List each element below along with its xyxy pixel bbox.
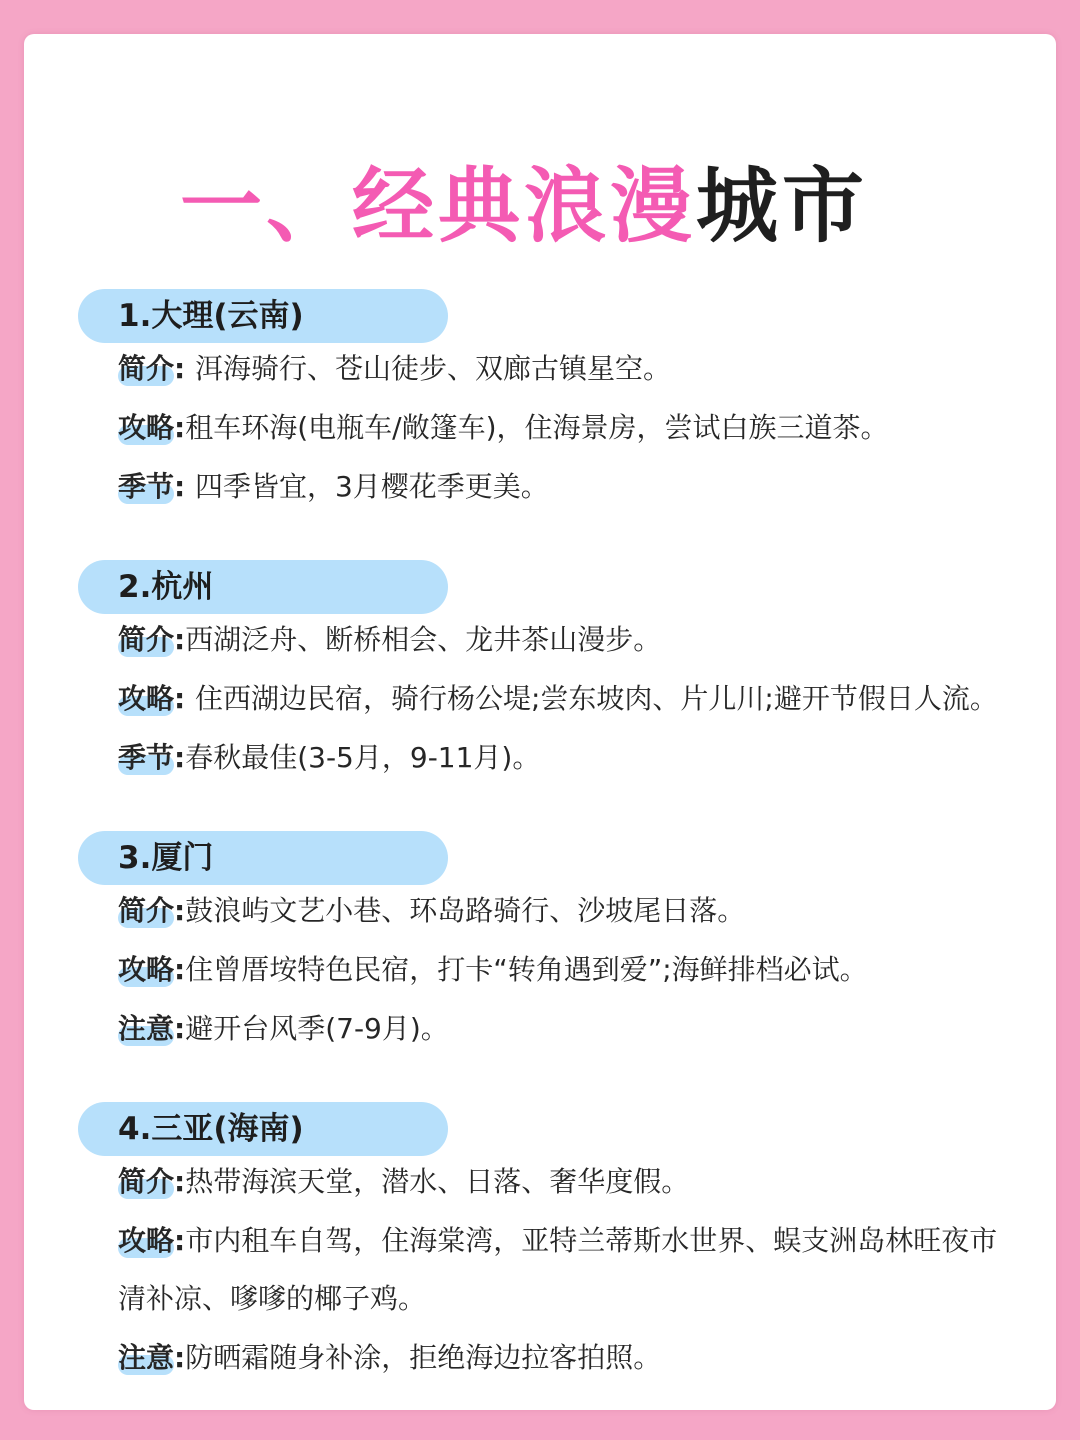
info-line-guide: 攻略:市内租车自驾，住海棠湾，亚特兰蒂斯水世界、蜈支洲岛林旺夜市 [78,1221,1058,1261]
label-season: 季节 [118,470,175,503]
line-text: 住西湖边民宿，骑行杨公堤;尝东坡肉、片儿川;避开节假日人流。 [194,682,998,715]
section-heading: 2.杭州 [78,560,448,614]
section-dali [78,289,1058,507]
info-line-intro: 简介:鼓浪屿文艺小巷、环岛路骑行、沙坡尾日落。 [78,891,1058,931]
section-hangzhou [78,560,1058,778]
label-note: 注意 [118,1341,175,1374]
line-text: 四季皆宜，3月樱花季更美。 [194,470,549,503]
info-line-intro: 简介:西湖泛舟、断桥相会、龙井茶山漫步。 [78,620,1058,660]
page-title-pink: 一、经典浪漫 [179,159,696,254]
page-title-dark: 城市 [696,159,869,254]
info-line-continuation [78,1279,1058,1319]
line-text: 热带海滨天堂，潜水、日落、奢华度假。 [185,1165,690,1198]
line-text: 市内租车自驾，住海棠湾，亚特兰蒂斯水世界、蜈支洲岛林旺夜市 [185,1224,998,1257]
line-text: 租车环海(电瓶车/敞篷车)，住海景房，尝试白族三道茶。 [185,411,889,444]
label-guide: 攻略 [118,1224,175,1257]
label-intro: 简介 [118,623,175,656]
line-text: 住曾厝垵特色民宿，打卡“转角遇到爱”;海鲜排档必试。 [185,953,868,986]
page-title [24,152,1024,262]
info-line-note: 注意:避开台风季(7-9月)。 [78,1009,1058,1049]
info-line-guide: 攻略:租车环海(电瓶车/敞篷车)，住海景房，尝试白族三道茶。 [78,408,1058,448]
section-sanya [78,1102,1058,1378]
label-intro: 简介 [118,894,175,927]
label-guide: 攻略 [118,411,175,444]
section-heading: 3.厦门 [78,831,448,885]
info-line-guide: 攻略: 住西湖边民宿，骑行杨公堤;尝东坡肉、片儿川;避开节假日人流。 [78,679,1058,719]
info-line-intro: 简介:热带海滨天堂，潜水、日落、奢华度假。 [78,1162,1058,1202]
info-line-season: 季节: 四季皆宜，3月樱花季更美。 [78,467,1058,507]
info-line-guide: 攻略:住曾厝垵特色民宿，打卡“转角遇到爱”;海鲜排档必试。 [78,950,1058,990]
label-note: 注意 [118,1012,175,1045]
label-intro: 简介 [118,1165,175,1198]
line-text: 避开台风季(7-9月)。 [185,1012,449,1045]
label-season: 季节 [118,741,175,774]
line-text: 鼓浪屿文艺小巷、环岛路骑行、沙坡尾日落。 [185,894,746,927]
label-intro: 简介 [118,352,175,385]
info-line-season: 季节:春秋最佳(3-5月，9-11月)。 [78,738,1058,778]
label-guide: 攻略 [118,953,175,986]
label-guide: 攻略 [118,682,175,715]
info-line-intro: 简介: 洱海骑行、苍山徒步、双廊古镇星空。 [78,349,1058,389]
section-heading: 4.三亚(海南) [78,1102,448,1156]
line-text: 清补凉、嗲嗲的椰子鸡。 [118,1282,427,1315]
content-card [24,34,1056,1410]
line-text: 防晒霜随身补涂，拒绝海边拉客拍照。 [185,1341,662,1374]
section-xiamen [78,831,1058,1049]
line-text: 春秋最佳(3-5月，9-11月)。 [185,741,541,774]
info-line-note: 注意:防晒霜随身补涂，拒绝海边拉客拍照。 [78,1338,1058,1378]
line-text: 洱海骑行、苍山徒步、双廊古镇星空。 [194,352,671,385]
section-heading: 1.大理(云南) [78,289,448,343]
line-text: 西湖泛舟、断桥相会、龙井茶山漫步。 [185,623,662,656]
